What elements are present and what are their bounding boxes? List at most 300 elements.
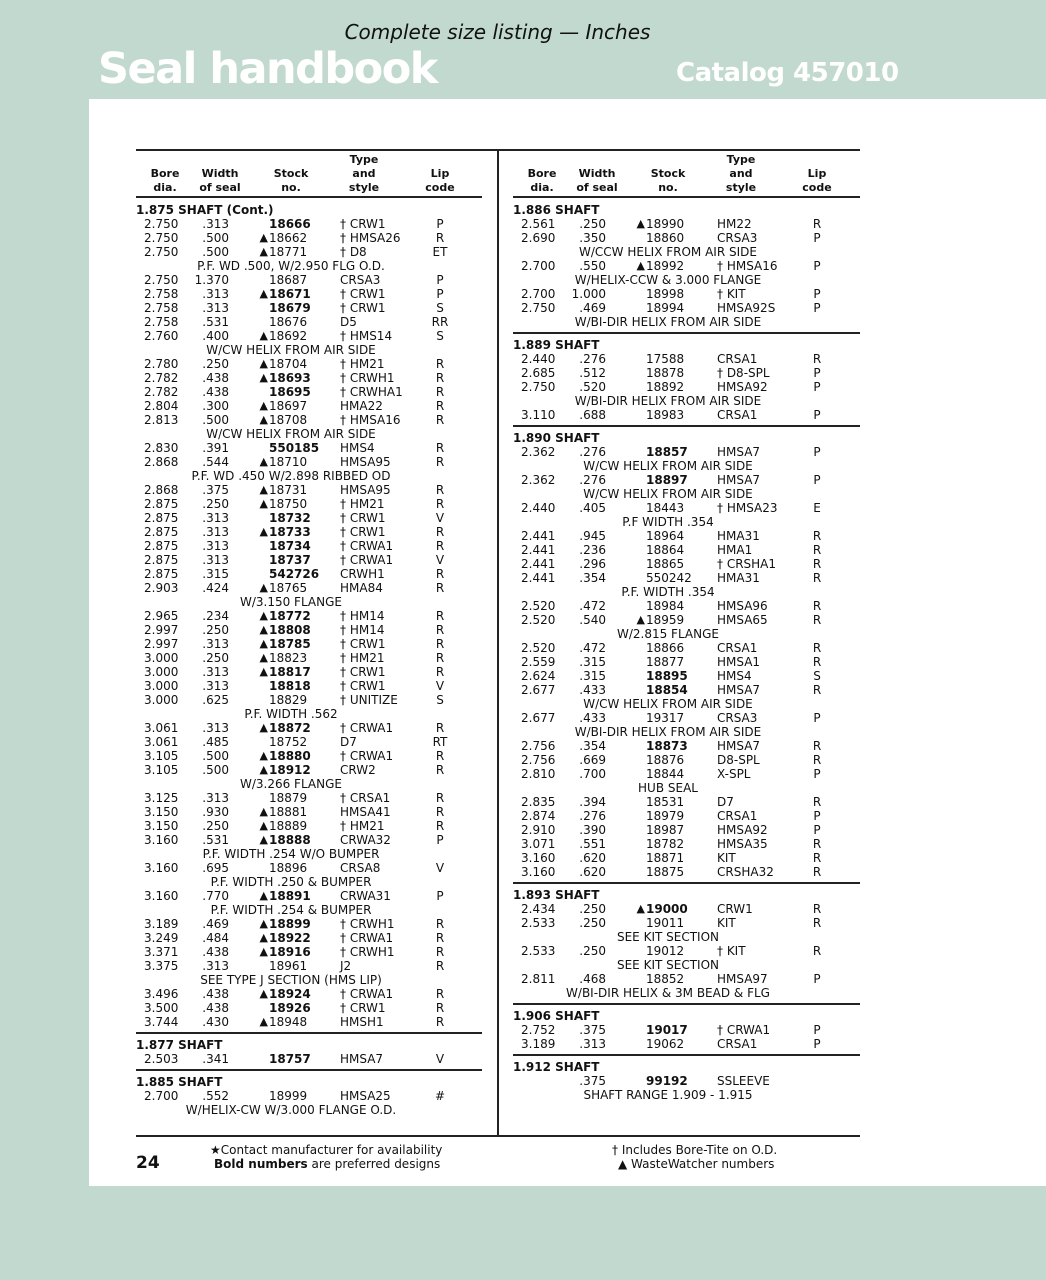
type-cell: D7 (717, 795, 734, 809)
width-cell: .315 (579, 655, 606, 669)
type-cell: † CRSHA1 (717, 557, 777, 571)
marker-cell: ▲ (259, 357, 268, 370)
table-bottom-rule (136, 1135, 860, 1137)
width-cell: .625 (202, 693, 229, 707)
lip-cell: R (435, 931, 445, 945)
marker-cell: ▲ (636, 259, 645, 272)
lip-cell: R (435, 721, 445, 735)
width-cell: .400 (202, 329, 229, 343)
table-row (513, 1023, 860, 1037)
table-row (136, 931, 482, 945)
type-cell: CRSA8 (340, 861, 381, 875)
stock-cell: 18959 (646, 613, 685, 627)
marker-cell: ▲ (259, 483, 268, 496)
width-cell: 1.370 (194, 273, 229, 287)
bore-cell: 2.677 (521, 683, 556, 697)
type-cell: † CRWA1 (340, 721, 394, 735)
bore-cell: 3.160 (144, 833, 179, 847)
lip-cell: R (812, 753, 822, 767)
note-text: W/2.815 FLANGE (616, 627, 719, 641)
bore-cell: 2.441 (521, 543, 556, 557)
table-header-rule (136, 196, 482, 198)
table-row (136, 889, 482, 903)
width-cell: .375 (579, 1023, 606, 1037)
note-text: SHAFT RANGE 1.909 - 1.915 (583, 1088, 753, 1102)
table-row (136, 217, 482, 231)
stock-cell: 18866 (646, 641, 685, 655)
stock-cell: 18697 (269, 399, 308, 413)
note-row (136, 707, 482, 721)
type-cell: † D8 (340, 245, 367, 259)
lip-cell: R (435, 637, 445, 651)
shaft-section-heading (136, 1075, 482, 1089)
bore-cell: 2.441 (521, 557, 556, 571)
stock-cell: 18891 (269, 889, 311, 903)
width-cell: .375 (579, 1074, 606, 1088)
width-cell: .438 (202, 1001, 229, 1015)
type-cell: † CRWH1 (340, 917, 395, 931)
width-cell: .438 (202, 371, 229, 385)
lip-cell: R (812, 352, 822, 366)
width-cell: .300 (202, 399, 229, 413)
table-row (513, 655, 860, 669)
type-cell: † HM21 (340, 357, 385, 371)
lip-header: Lip code (425, 167, 455, 194)
stock-cell: 18772 (269, 609, 311, 623)
right-listing (513, 203, 860, 1102)
table-row (136, 371, 482, 385)
note-row (513, 1088, 860, 1102)
lip-cell: RT (432, 735, 448, 749)
stock-cell: 18782 (646, 837, 685, 851)
width-cell: .313 (202, 301, 229, 315)
bore-cell: 3.189 (521, 1037, 556, 1051)
note-text: P.F. WD .450 W/2.898 RIBBED OD (191, 469, 391, 483)
width-cell: .313 (202, 553, 229, 567)
width-cell: .550 (579, 259, 606, 273)
type-cell: CRSA3 (717, 711, 758, 725)
type-cell: HMA31 (717, 571, 760, 585)
table-row (513, 1074, 860, 1088)
stock-cell: 18961 (269, 959, 308, 973)
lip-cell: V (435, 861, 445, 875)
width-cell: .688 (579, 408, 606, 422)
stock-cell: 18854 (646, 683, 688, 697)
lip-cell: P (813, 473, 821, 487)
marker-cell: ▲ (259, 623, 268, 636)
marker-cell: ▲ (259, 833, 268, 846)
stock-cell: 18750 (269, 497, 308, 511)
bore-cell: 2.700 (144, 1089, 179, 1103)
width-cell: .236 (579, 543, 606, 557)
section-rule (136, 1029, 482, 1038)
width-cell: .469 (579, 301, 606, 315)
table-row (513, 1037, 860, 1051)
table-row (136, 861, 482, 875)
note-text: W/CW HELIX FROM AIR SIDE (206, 427, 376, 441)
width-cell: .500 (202, 245, 229, 259)
bore-cell: 3.110 (521, 408, 556, 422)
marker-cell: ▲ (259, 917, 268, 930)
type-header: Type and style (348, 153, 380, 194)
section-rule (513, 1051, 860, 1060)
bore-cell: 3.071 (521, 837, 556, 851)
marker-cell: ▲ (259, 637, 268, 650)
stock-cell: 18881 (269, 805, 308, 819)
stock-cell: 18875 (646, 865, 685, 879)
width-cell: .500 (202, 763, 229, 777)
table-row (513, 231, 860, 245)
stock-cell: 18964 (646, 529, 685, 543)
bore-cell: 2.760 (144, 329, 179, 343)
lip-cell: P (813, 231, 821, 245)
stock-cell: 18733 (269, 525, 311, 539)
type-cell: † HMSA26 (340, 231, 401, 245)
width-cell: .313 (202, 511, 229, 525)
section-label: 1.877 SHAFT (136, 1038, 223, 1052)
note-row (513, 487, 860, 501)
width-cell: .250 (202, 651, 229, 665)
width-cell: .500 (202, 231, 229, 245)
type-cell: D8-SPL (717, 753, 760, 767)
marker-cell: ▲ (259, 609, 268, 622)
bore-cell: 2.441 (521, 529, 556, 543)
lip-cell: V (435, 511, 445, 525)
lip-cell: R (435, 945, 445, 959)
note-row (513, 459, 860, 473)
lip-cell: R (435, 665, 445, 679)
table-row (136, 511, 482, 525)
width-cell: .531 (202, 315, 229, 329)
type-cell: CRSA1 (717, 641, 758, 655)
type-cell: CRSHA32 (717, 865, 774, 879)
shaft-section-heading (513, 431, 860, 445)
stock-cell: 18734 (269, 539, 311, 553)
stock-cell: 18916 (269, 945, 311, 959)
stock-cell: 18998 (646, 287, 685, 301)
width-cell: .250 (202, 623, 229, 637)
stock-cell: 18983 (646, 408, 685, 422)
bore-cell: 3.105 (144, 763, 179, 777)
table-row (136, 763, 482, 777)
type-cell: CRWA31 (340, 889, 391, 903)
section-label: 1.886 SHAFT (513, 203, 600, 217)
marker-cell: ▲ (259, 399, 268, 412)
lip-cell: P (436, 889, 444, 903)
width-cell: .512 (579, 366, 606, 380)
lip-cell: R (435, 749, 445, 763)
bore-cell: 2.434 (521, 902, 556, 916)
table-row (136, 805, 482, 819)
table-row (513, 287, 860, 301)
section-label: 1.885 SHAFT (136, 1075, 223, 1089)
width-cell: .354 (579, 571, 606, 585)
type-cell: † UNITIZE (340, 693, 398, 707)
lip-cell: P (813, 1037, 821, 1051)
note-row (513, 273, 860, 287)
table-row (513, 795, 860, 809)
bore-cell: 2.520 (521, 613, 556, 627)
type-cell: † HM21 (340, 819, 385, 833)
table-row (136, 623, 482, 637)
lip-cell: P (813, 366, 821, 380)
stock-cell: 18987 (646, 823, 685, 837)
lip-cell: RR (431, 315, 449, 329)
note-text: P.F. WIDTH .562 (244, 707, 338, 721)
width-cell: .540 (579, 613, 606, 627)
bore-cell: 3.061 (144, 735, 179, 749)
lip-cell: R (812, 739, 822, 753)
lip-cell: R (435, 1001, 445, 1015)
width-cell: .313 (202, 217, 229, 231)
lip-cell: R (812, 944, 822, 958)
type-cell: CRWH1 (340, 567, 385, 581)
width-cell: .433 (579, 683, 606, 697)
lip-cell: R (435, 231, 445, 245)
bore-cell: 3.189 (144, 917, 179, 931)
note-row (136, 777, 482, 791)
shaft-section-heading (136, 1038, 482, 1052)
type-cell: † HM14 (340, 623, 385, 637)
width-cell: .375 (202, 483, 229, 497)
stock-cell: 18926 (269, 1001, 311, 1015)
table-row (136, 917, 482, 931)
type-cell: † CRWHA1 (340, 385, 403, 399)
lip-cell: P (436, 833, 444, 847)
lip-cell: R (435, 651, 445, 665)
stock-cell: 19000 (646, 902, 688, 916)
bore-cell: 2.520 (521, 599, 556, 613)
table-row (513, 916, 860, 930)
type-cell: HMSA7 (717, 739, 761, 753)
stock-cell: 18852 (646, 972, 685, 986)
width-cell: .276 (579, 352, 606, 366)
stock-cell: 19012 (646, 944, 685, 958)
stock-cell: 18864 (646, 543, 685, 557)
table-row (513, 851, 860, 865)
note-row (136, 903, 482, 917)
stock-cell: 18817 (269, 665, 311, 679)
bore-cell: 3.160 (521, 851, 556, 865)
bore-cell: 2.997 (144, 623, 179, 637)
lip-cell: R (435, 819, 445, 833)
stock-cell: 18808 (269, 623, 311, 637)
bore-cell: 3.000 (144, 651, 179, 665)
stock-cell: 18877 (646, 655, 685, 669)
type-cell: CRSA3 (717, 231, 758, 245)
bore-cell: 3.160 (144, 861, 179, 875)
type-cell: † CRW1 (340, 511, 386, 525)
lip-cell: R (812, 865, 822, 879)
bore-cell: 2.362 (521, 445, 556, 459)
width-cell: .469 (202, 917, 229, 931)
marker-cell: ▲ (259, 245, 268, 258)
bore-cell: 3.105 (144, 749, 179, 763)
bore-cell: 3.496 (144, 987, 179, 1001)
width-cell: .430 (202, 1015, 229, 1029)
lip-cell: R (435, 609, 445, 623)
lip-cell: R (812, 599, 822, 613)
lip-cell: R (435, 483, 445, 497)
bore-header: Bore dia. (527, 167, 557, 194)
bold-numbers-note: Bold numbers are preferred designs (214, 1157, 441, 1171)
bore-cell: 3.000 (144, 665, 179, 679)
lip-cell: V (435, 553, 445, 567)
lip-cell: R (435, 791, 445, 805)
note-text: W/CCW HELIX FROM AIR SIDE (579, 245, 757, 259)
stock-cell: 18732 (269, 511, 311, 525)
stock-cell: 550185 (269, 441, 320, 455)
marker-cell: ▲ (259, 931, 268, 944)
stock-cell: 550242 (646, 571, 692, 585)
width-cell: .438 (202, 945, 229, 959)
lip-cell: P (436, 287, 444, 301)
stock-cell: 18679 (269, 301, 311, 315)
width-cell: .313 (202, 791, 229, 805)
table-row (136, 833, 482, 847)
lip-cell: R (812, 655, 822, 669)
note-text: W/BI-DIR HELIX & 3M BEAD & FLG (566, 986, 770, 1000)
width-cell: .438 (202, 987, 229, 1001)
column-divider (497, 150, 499, 1136)
marker-cell: ▲ (259, 525, 268, 538)
width-cell: .341 (202, 1052, 229, 1066)
stock-cell: 99192 (646, 1074, 688, 1088)
type-cell: † KIT (717, 944, 746, 958)
bore-cell: 2.559 (521, 655, 556, 669)
lip-cell: P (813, 1023, 821, 1037)
bore-cell: 2.997 (144, 637, 179, 651)
type-cell: SSLEEVE (717, 1074, 770, 1088)
width-header: Width of seal (199, 167, 241, 194)
table-row (513, 529, 860, 543)
bore-cell: 2.362 (521, 473, 556, 487)
bore-cell: 3.150 (144, 805, 179, 819)
type-cell: HMSA41 (340, 805, 391, 819)
table-header-rule (513, 196, 860, 198)
table-row (136, 651, 482, 665)
bore-cell: 2.965 (144, 609, 179, 623)
type-cell: HMSA95 (340, 483, 391, 497)
type-cell: D7 (340, 735, 357, 749)
note-row (513, 627, 860, 641)
bore-cell: 2.875 (144, 539, 179, 553)
note-text: P.F. WIDTH .250 & BUMPER (210, 875, 372, 889)
type-cell: HMSA92 (717, 380, 768, 394)
width-cell: .620 (579, 865, 606, 879)
type-cell: † CRSA1 (340, 791, 391, 805)
note-text: W/BI-DIR HELIX FROM AIR SIDE (574, 315, 762, 329)
note-text: W/HELIX-CW W/3.000 FLANGE O.D. (185, 1103, 397, 1117)
marker-cell: ▲ (259, 329, 268, 342)
lip-cell: R (435, 455, 445, 469)
lip-cell: P (813, 380, 821, 394)
lip-cell: S (436, 693, 444, 707)
width-cell: .313 (202, 665, 229, 679)
note-row (136, 259, 482, 273)
type-cell: HMSA97 (717, 972, 768, 986)
width-cell: .313 (202, 637, 229, 651)
lip-cell: R (435, 413, 445, 427)
type-cell: HMA1 (717, 543, 753, 557)
type-cell: HMSA1 (717, 655, 761, 669)
stock-cell: 18687 (269, 273, 308, 287)
lip-cell: P (813, 711, 821, 725)
section-rule (513, 1000, 860, 1009)
type-cell: HMSA7 (340, 1052, 384, 1066)
table-row (136, 721, 482, 735)
stock-cell: 18984 (646, 599, 685, 613)
stock-cell: 18879 (269, 791, 308, 805)
lip-cell: R (435, 805, 445, 819)
table-row (513, 543, 860, 557)
type-cell: † HM14 (340, 609, 385, 623)
table-row (513, 823, 860, 837)
bore-cell: 2.868 (144, 483, 179, 497)
wastewatcher-note: ▲ WasteWatcher numbers (618, 1157, 775, 1171)
stock-cell: 18865 (646, 557, 685, 571)
marker-cell: ▲ (259, 231, 268, 244)
width-cell: .350 (579, 231, 606, 245)
table-row (513, 613, 860, 627)
width-cell: .472 (579, 599, 606, 613)
bore-cell: 2.758 (144, 287, 179, 301)
page-number: 24 (136, 1153, 160, 1173)
type-cell: HMA31 (717, 529, 760, 543)
lip-cell: R (812, 916, 822, 930)
width-cell: .354 (579, 739, 606, 753)
table-row (513, 641, 860, 655)
lip-cell: R (812, 837, 822, 851)
width-cell: .438 (202, 385, 229, 399)
lip-cell: P (813, 259, 821, 273)
type-cell: † CRW1 (340, 665, 386, 679)
lip-cell: R (812, 795, 822, 809)
bore-cell: 2.875 (144, 511, 179, 525)
note-row (513, 585, 860, 599)
bore-cell: 2.875 (144, 567, 179, 581)
table-row (136, 525, 482, 539)
stock-cell: 18912 (269, 763, 311, 777)
marker-cell: ▲ (259, 749, 268, 762)
bore-cell: 2.750 (144, 245, 179, 259)
stock-cell: 18922 (269, 931, 311, 945)
width-cell: .250 (202, 357, 229, 371)
type-cell: † CRWA1 (340, 539, 394, 553)
stock-cell: 18731 (269, 483, 308, 497)
table-row (136, 1089, 482, 1103)
stock-cell: 18878 (646, 366, 685, 380)
table-row (513, 683, 860, 697)
marker-cell: ▲ (259, 371, 268, 384)
table-row (513, 837, 860, 851)
shaft-section-heading (513, 1009, 860, 1023)
note-row (136, 847, 482, 861)
note-row (513, 958, 860, 972)
lip-cell: R (812, 613, 822, 627)
marker-cell: ▲ (259, 763, 268, 776)
lip-cell: R (435, 385, 445, 399)
type-cell: CRSA1 (717, 408, 758, 422)
bore-cell: 2.780 (144, 357, 179, 371)
type-cell: † CRW1 (340, 301, 386, 315)
note-row (513, 725, 860, 739)
width-cell: .313 (202, 959, 229, 973)
table-row (136, 581, 482, 595)
table-row (513, 599, 860, 613)
type-cell: † CRWH1 (340, 371, 395, 385)
type-cell: HMSA35 (717, 837, 768, 851)
